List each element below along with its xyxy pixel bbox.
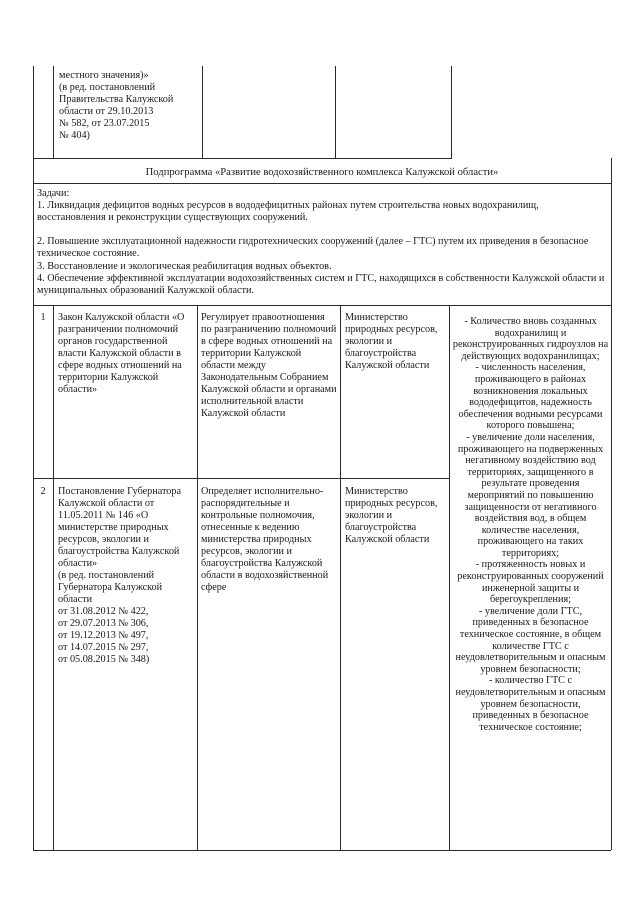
regulation-purpose-text: Определяет исполнительно-распорядительные и контрольные полномочия, отнесенные к ведению министерства природных ресурсов, экологии и благоустройства Калужской области в водохозяйственной сфере [201, 486, 329, 593]
regulation-purpose-text: Регулирует правоотношения по разграничению полномочий в сфере водных отношений на территории Калужской области между Законодательным Собранием Калужской области и органами исполнительной власти Калужской области [201, 312, 337, 419]
row-number: 1 [40, 312, 46, 323]
rule [33, 478, 450, 479]
top-row-act-text: местного значения)» (в ред. постановлений Правительства Калужской области от 29.10.2013 № 582, от 23.07.2015 № 404) [59, 70, 174, 141]
executor-text: Министерство природных ресурсов, экологии и благоустройства Калужской области [345, 312, 438, 371]
task-item: 3. Восстановление и экологическая реабилитация водных объектов. [37, 261, 332, 272]
legal-act-text: Постановление Губернатора Калужской области от 11.05.2011 № 146 «О министерстве природных ресурсов, экологии и благоустройства Калужской области» (в ред. постановлений Губернатора Калужской области от 31.08.2012 № 422, от 29.07.2013 № 306, от 19.12.2013 № 497, от 14.07.2015 № 297, от 05.08.2015 № 348) [58, 486, 181, 665]
legal-act-text: Закон Калужской области «О разграничении полномочий органов государственной власти Калужской области в сфере водных отношений на территории Калужской области» [58, 312, 185, 395]
rule [611, 158, 612, 850]
rule [335, 66, 336, 158]
rule [202, 66, 203, 158]
rule [33, 183, 611, 184]
rule [197, 305, 198, 850]
task-item: 1. Ликвидация дефицитов водных ресурсов в вододефицитных районах путем строительства новых водохранилищ, восстановления и реконструкции существующих сооружений. [37, 200, 539, 223]
task-item: 4. Обеспечение эффективной эксплуатации водохозяйственных систем и ГТС, находящихся в собственности Калужской области и муниципальных образований Калужской области. [37, 273, 605, 296]
tasks-heading: Задачи: [37, 188, 70, 199]
target-indicators-text: - Количество вновь созданных водохранилищ и реконструированных гидроузлов на действующих водохранилищах; - численность населения, проживающего в районах возникновения локальных вододефицитов, надежность обеспечения водными ресурсами которого повышена; - увеличение доли населения, проживающего на подверженных негативному воздействию вод территориях, защищенного в результате проведения мероприятий по повышению защищенности от негативного воздействия вод, в общем количестве населения, проживающего на таких территориях; - протяженность новых и реконструированных сооружений инженерной защиты и берегоукрепления; - увеличение доли ГТС, приведенных в безопасное техническое состояние, в общем количестве ГТС с неудовлетворительным и опасным уровнем безопасности; - количество ГТС с неудовлетворительным и опасным уровнем безопасности, приведенных в безопасное техническое состояние; [452, 316, 609, 733]
subprogram-title: Подпрограмма «Развитие водохозяйственного комплекса Калужской области» [145, 167, 499, 178]
rule [451, 66, 452, 158]
rule [53, 305, 54, 850]
rule [33, 305, 611, 306]
row-number: 2 [40, 486, 46, 497]
task-item: 2. Повышение эксплуатационной надежности гидротехнических сооружений (далее – ГТС) путем их приведения в безопасное техническое состояние. [37, 236, 589, 259]
rule [449, 305, 450, 850]
rule [33, 66, 34, 158]
rule [33, 158, 452, 159]
rule [340, 305, 341, 850]
executor-text: Министерство природных ресурсов, экологии и благоустройства Калужской области [345, 486, 438, 545]
rule [33, 850, 611, 851]
rule [33, 158, 34, 850]
rule [53, 66, 54, 158]
